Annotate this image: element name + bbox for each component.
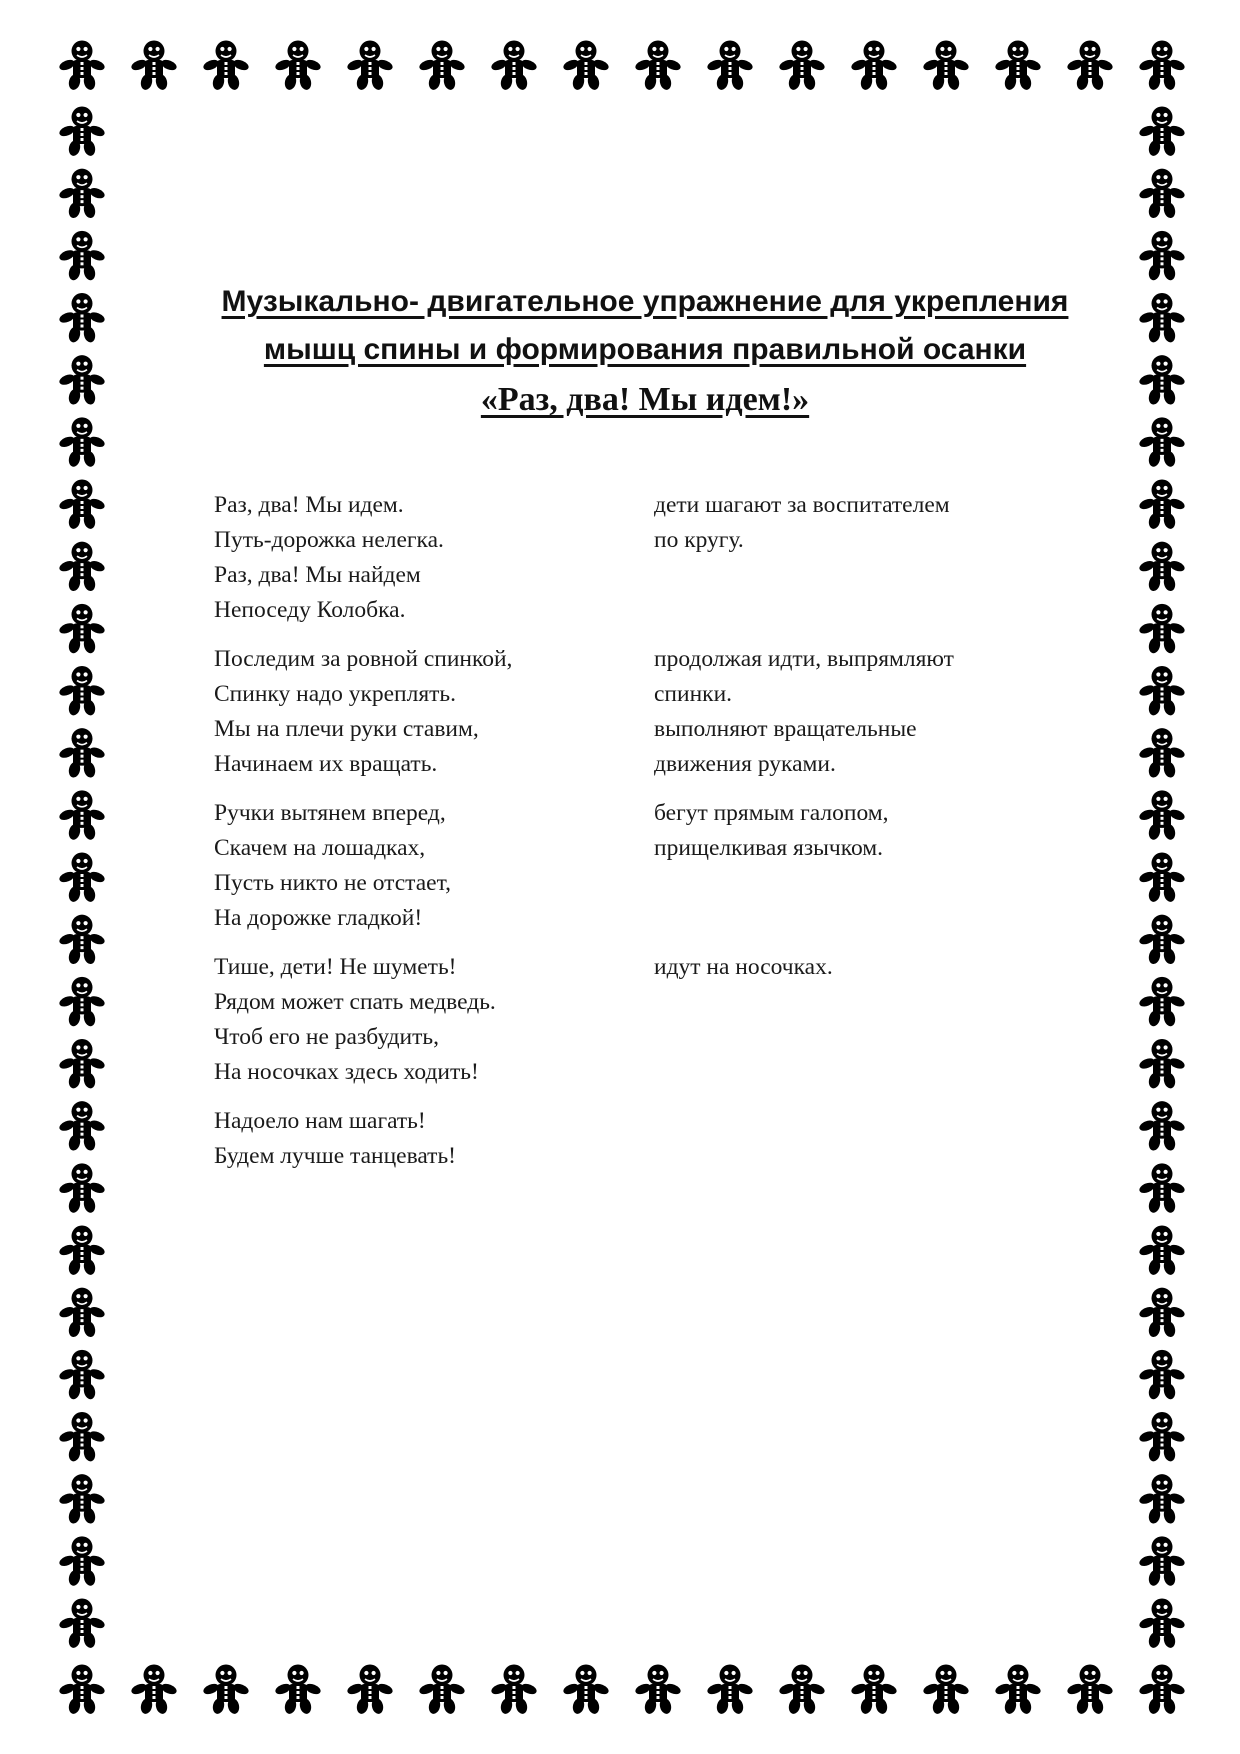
stanza bbox=[214, 950, 1074, 1090]
gingerbread-man-icon bbox=[58, 790, 106, 841]
gingerbread-man-icon bbox=[1138, 1163, 1186, 1214]
gingerbread-man-icon bbox=[1138, 542, 1186, 593]
gingerbread-man-icon bbox=[490, 41, 538, 92]
gingerbread-man-icon bbox=[1138, 1599, 1186, 1650]
notes-column bbox=[654, 950, 1074, 1090]
stanza bbox=[214, 1104, 1074, 1174]
gingerbread-man-icon bbox=[1138, 231, 1186, 282]
gingerbread-man-icon bbox=[58, 853, 106, 904]
gingerbread-man-icon bbox=[1066, 1665, 1114, 1716]
gingerbread-man-icon bbox=[1138, 1665, 1186, 1716]
gingerbread-man-icon bbox=[58, 169, 106, 220]
gingerbread-man-icon bbox=[58, 728, 106, 779]
gingerbread-man-icon bbox=[1138, 1226, 1186, 1277]
lyric-line: Ручки вытянем вперед, bbox=[214, 800, 446, 826]
gingerbread-man-icon bbox=[58, 604, 106, 655]
gingerbread-man-icon bbox=[58, 355, 106, 406]
gingerbread-man-icon bbox=[778, 41, 826, 92]
gingerbread-man-icon bbox=[1138, 1536, 1186, 1587]
gingerbread-man-icon bbox=[1138, 355, 1186, 406]
gingerbread-man-icon bbox=[634, 41, 682, 92]
lyrics-column bbox=[214, 488, 654, 628]
lyric-line: На дорожке гладкой! bbox=[214, 905, 423, 931]
gingerbread-man-icon bbox=[58, 1536, 106, 1587]
gingerbread-man-icon bbox=[418, 1665, 466, 1716]
gingerbread-man-icon bbox=[1138, 666, 1186, 717]
gingerbread-man-icon bbox=[850, 1665, 898, 1716]
stanza bbox=[214, 642, 1074, 782]
title-line-1: Музыкально- двигательное упражнение для укрепления bbox=[221, 285, 1069, 318]
gingerbread-man-icon bbox=[58, 542, 106, 593]
note-line: бегут прямым галопом, bbox=[654, 800, 889, 826]
gingerbread-man-icon bbox=[58, 480, 106, 531]
gingerbread-man-icon bbox=[1138, 1288, 1186, 1339]
subtitle: «Раз, два! Мы идем!» bbox=[480, 381, 810, 418]
gingerbread-man-icon bbox=[1138, 1101, 1186, 1152]
notes-column bbox=[654, 796, 1074, 936]
note-line: спинки. bbox=[654, 681, 733, 707]
lyric-line: Чтоб его не разбудить, bbox=[214, 1024, 439, 1050]
gingerbread-man-icon bbox=[58, 231, 106, 282]
gingerbread-man-icon bbox=[1138, 41, 1186, 92]
gingerbread-man-icon bbox=[1138, 728, 1186, 779]
gingerbread-man-icon bbox=[58, 1599, 106, 1650]
gingerbread-man-icon bbox=[58, 107, 106, 158]
lyric-line: Начинаем их вращать. bbox=[214, 751, 438, 777]
gingerbread-man-icon bbox=[58, 417, 106, 468]
gingerbread-man-icon bbox=[1138, 853, 1186, 904]
lyrics-column bbox=[214, 950, 654, 1090]
note-line: движения руками. bbox=[654, 751, 836, 777]
verses bbox=[214, 488, 1074, 1188]
gingerbread-man-icon bbox=[58, 977, 106, 1028]
gingerbread-man-icon bbox=[778, 1665, 826, 1716]
lyric-line: Спинку надо укреплять. bbox=[214, 681, 457, 707]
gingerbread-man-icon bbox=[58, 293, 106, 344]
gingerbread-man-icon bbox=[1138, 417, 1186, 468]
note-line: выполняют вращательные bbox=[654, 716, 917, 742]
title-line-2: мышц спины и формирования правильной осанки bbox=[263, 333, 1027, 366]
gingerbread-man-icon bbox=[1138, 107, 1186, 158]
gingerbread-man-icon bbox=[850, 41, 898, 92]
lyric-line: Последим за ровной спинкой, bbox=[214, 646, 513, 672]
lyric-line: Мы на плечи руки ставим, bbox=[214, 716, 479, 742]
lyrics-column bbox=[214, 642, 654, 782]
gingerbread-man-icon bbox=[346, 1665, 394, 1716]
lyrics-column bbox=[214, 1104, 654, 1174]
gingerbread-man-icon bbox=[922, 41, 970, 92]
gingerbread-man-icon bbox=[58, 1288, 106, 1339]
gingerbread-man-icon bbox=[1138, 1039, 1186, 1090]
title-block bbox=[150, 278, 1140, 424]
gingerbread-man-icon bbox=[1138, 1412, 1186, 1463]
gingerbread-man-icon bbox=[202, 1665, 250, 1716]
gingerbread-man-icon bbox=[130, 41, 178, 92]
note-line: продолжая идти, выпрямляют bbox=[654, 646, 954, 672]
gingerbread-man-icon bbox=[202, 41, 250, 92]
gingerbread-man-icon bbox=[1138, 480, 1186, 531]
gingerbread-man-icon bbox=[490, 1665, 538, 1716]
lyric-line: Рядом может спать медведь. bbox=[214, 989, 496, 1015]
notes-column bbox=[654, 642, 1074, 782]
gingerbread-man-icon bbox=[58, 1101, 106, 1152]
gingerbread-man-icon bbox=[274, 41, 322, 92]
gingerbread-man-icon bbox=[58, 915, 106, 966]
lyrics-column bbox=[214, 796, 654, 936]
lyric-line: Скачем на лошадках, bbox=[214, 835, 426, 861]
note-line: по кругу. bbox=[654, 527, 744, 553]
gingerbread-man-icon bbox=[58, 1226, 106, 1277]
gingerbread-man-icon bbox=[1138, 169, 1186, 220]
gingerbread-man-icon bbox=[1138, 604, 1186, 655]
gingerbread-man-icon bbox=[562, 1665, 610, 1716]
gingerbread-man-icon bbox=[58, 666, 106, 717]
gingerbread-man-icon bbox=[58, 1474, 106, 1525]
lyric-line: Тише, дети! Не шуметь! bbox=[214, 954, 457, 980]
gingerbread-man-icon bbox=[58, 1163, 106, 1214]
gingerbread-man-icon bbox=[58, 41, 106, 92]
lyric-line: На носочках здесь ходить! bbox=[214, 1059, 479, 1085]
lyric-line: Путь-дорожка нелегка. bbox=[214, 527, 444, 553]
lyric-line: Пусть никто не отстает, bbox=[214, 870, 451, 896]
notes-column bbox=[654, 1104, 1074, 1174]
lyric-line: Надоело нам шагать! bbox=[214, 1108, 426, 1134]
lyric-line: Непоседу Колобка. bbox=[214, 597, 406, 623]
note-line: прищелкивая язычком. bbox=[654, 835, 884, 861]
stanza bbox=[214, 796, 1074, 936]
note-line: дети шагают за воспитателем bbox=[654, 492, 950, 518]
gingerbread-man-icon bbox=[1138, 790, 1186, 841]
gingerbread-man-icon bbox=[130, 1665, 178, 1716]
gingerbread-man-icon bbox=[1138, 915, 1186, 966]
gingerbread-man-icon bbox=[1066, 41, 1114, 92]
gingerbread-man-icon bbox=[58, 1350, 106, 1401]
lyric-line: Раз, два! Мы найдем bbox=[214, 562, 421, 588]
gingerbread-man-icon bbox=[418, 41, 466, 92]
gingerbread-man-icon bbox=[1138, 977, 1186, 1028]
lyric-line: Будем лучше танцевать! bbox=[214, 1143, 456, 1169]
gingerbread-man-icon bbox=[994, 1665, 1042, 1716]
gingerbread-man-icon bbox=[634, 1665, 682, 1716]
gingerbread-man-icon bbox=[274, 1665, 322, 1716]
gingerbread-man-icon bbox=[346, 41, 394, 92]
gingerbread-man-icon bbox=[994, 41, 1042, 92]
gingerbread-man-icon bbox=[562, 41, 610, 92]
lyric-line: Раз, два! Мы идем. bbox=[214, 492, 404, 518]
notes-column bbox=[654, 488, 1074, 628]
gingerbread-man-icon bbox=[922, 1665, 970, 1716]
gingerbread-man-icon bbox=[58, 1039, 106, 1090]
gingerbread-man-icon bbox=[58, 1412, 106, 1463]
stanza bbox=[214, 488, 1074, 628]
gingerbread-man-icon bbox=[1138, 1350, 1186, 1401]
gingerbread-man-icon bbox=[58, 1665, 106, 1716]
gingerbread-man-icon bbox=[706, 1665, 754, 1716]
gingerbread-man-icon bbox=[706, 41, 754, 92]
note-line: идут на носочках. bbox=[654, 954, 833, 980]
gingerbread-man-icon bbox=[1138, 1474, 1186, 1525]
gingerbread-man-icon bbox=[1138, 293, 1186, 344]
